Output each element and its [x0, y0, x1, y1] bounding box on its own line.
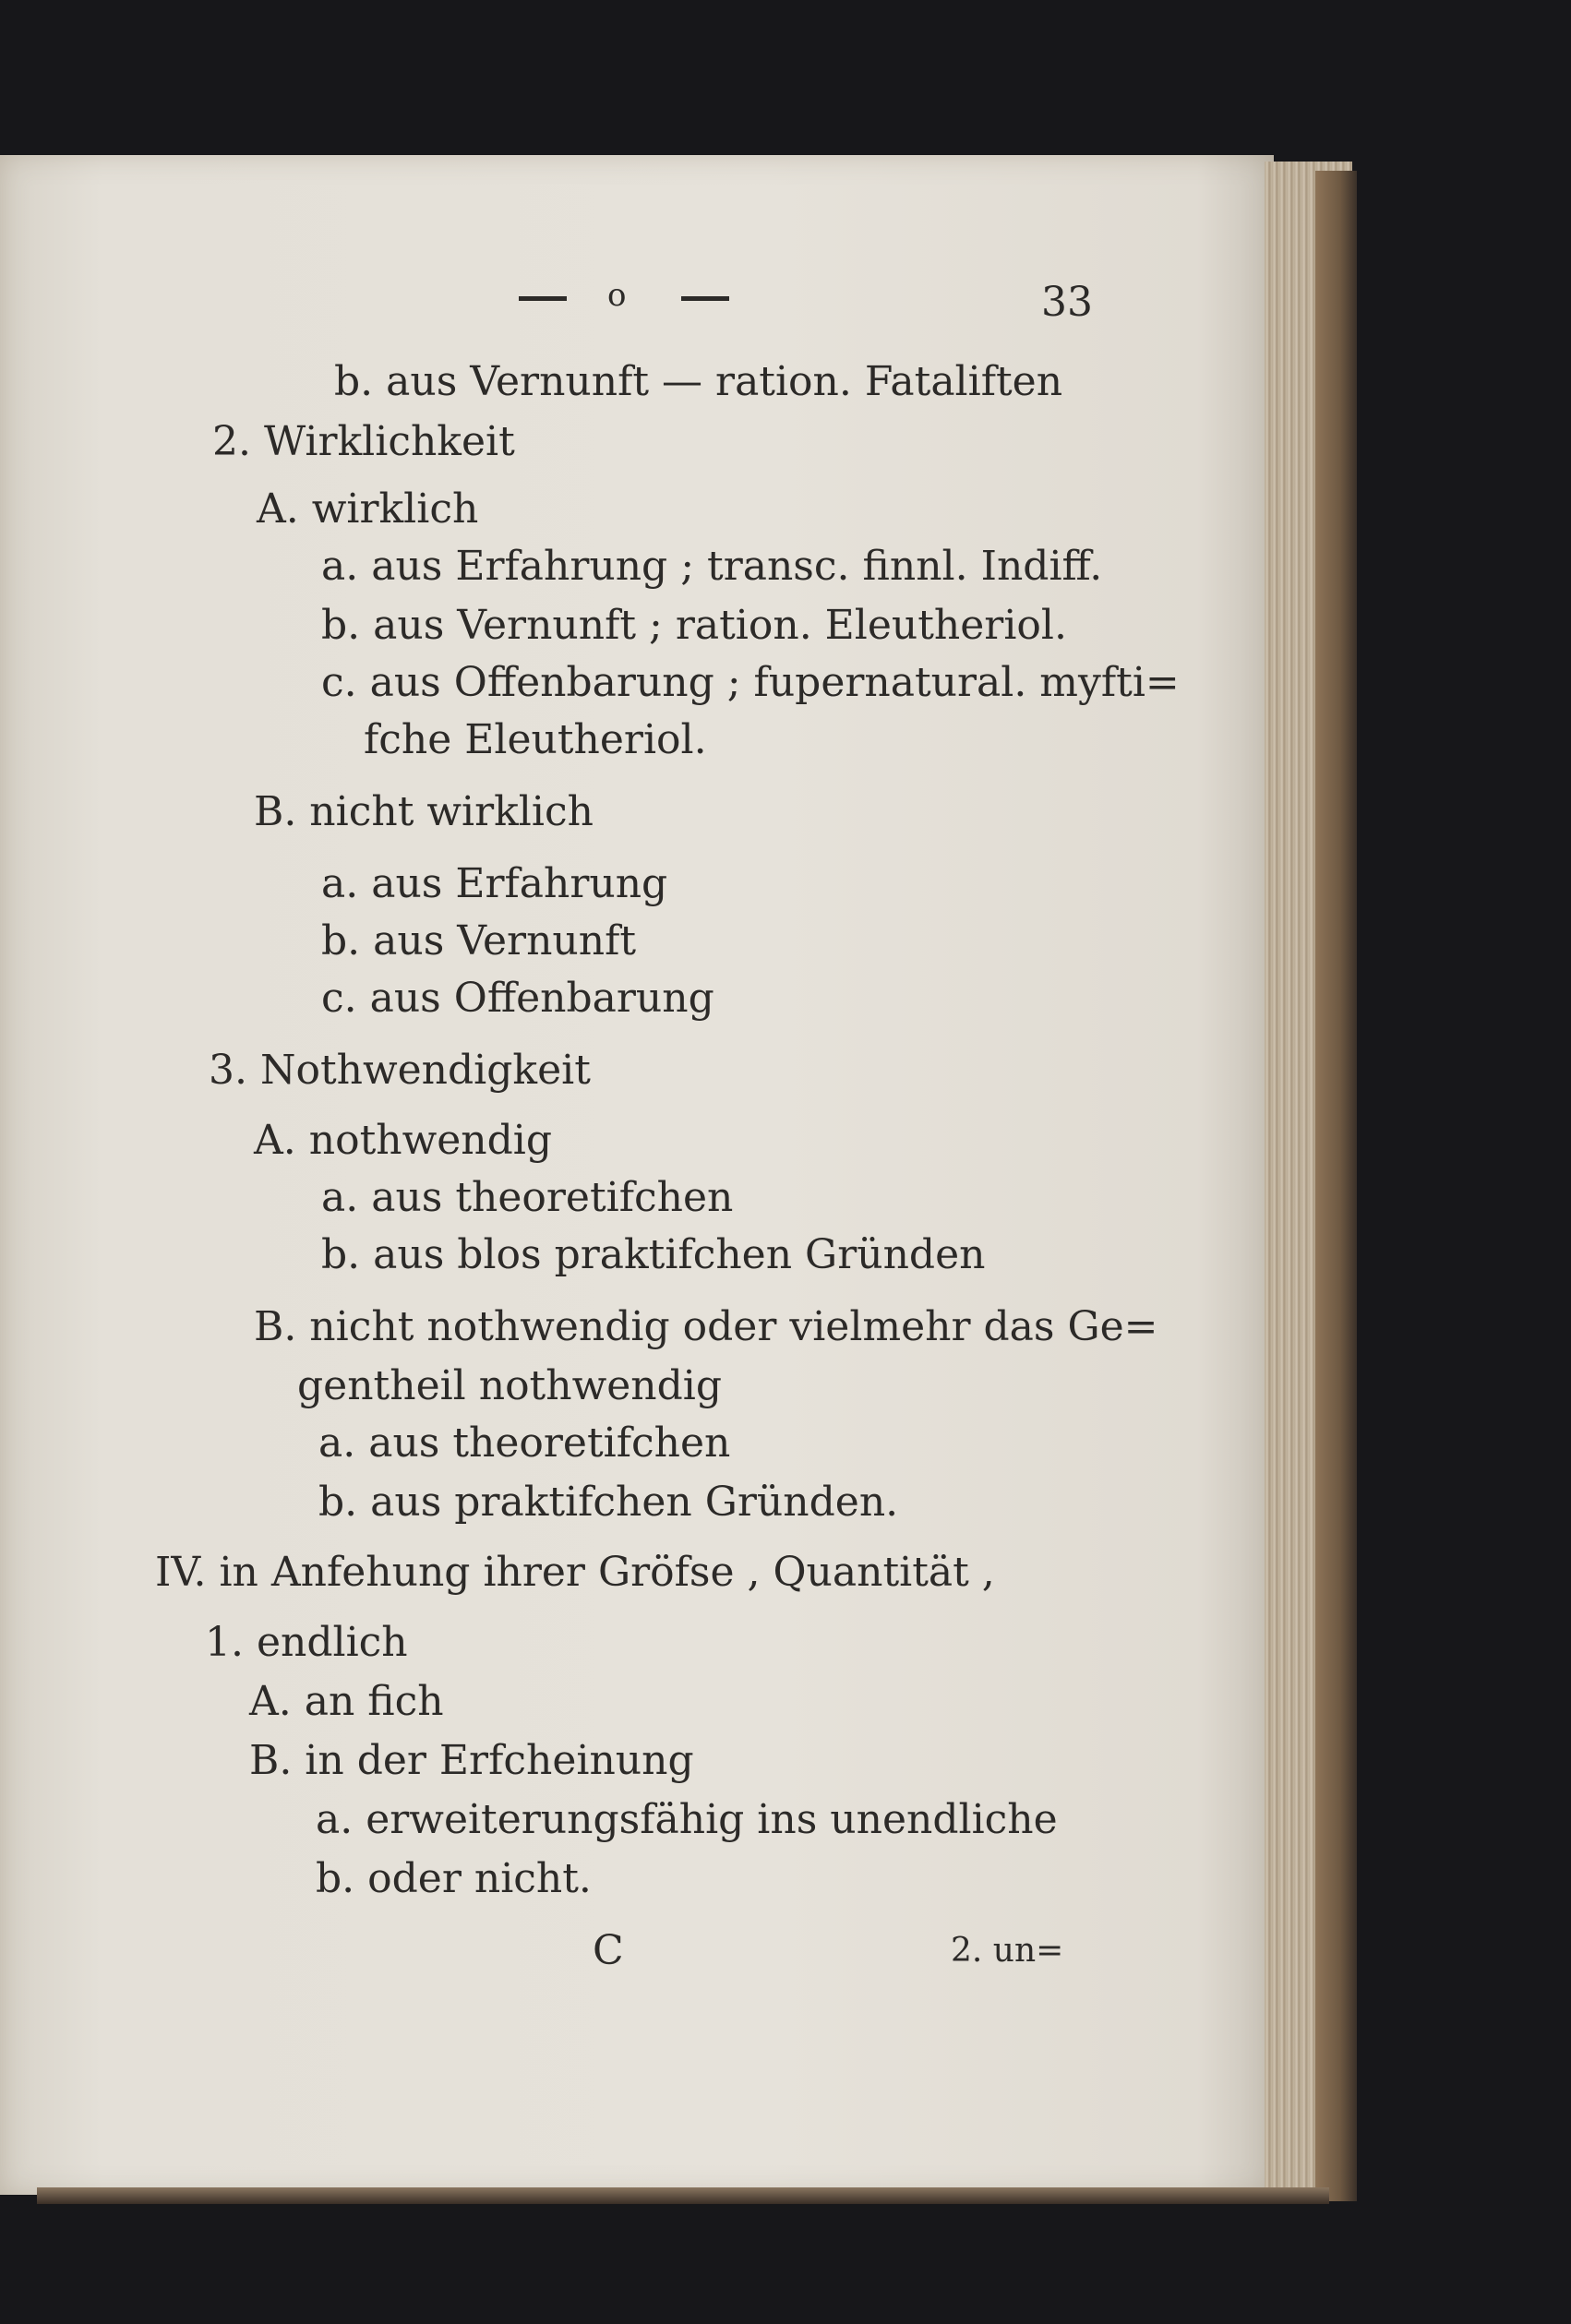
text-line: b. aus Vernunft — ration. Fataliften: [334, 358, 1063, 405]
text-line: b. aus Vernunft: [321, 917, 637, 964]
text-line: b. oder nicht.: [316, 1855, 592, 1902]
header-rule-left: [519, 296, 567, 301]
text-line: b. aus Vernunft ; ration. Eleutheriol.: [321, 602, 1067, 649]
text-line: A. wirklich: [257, 485, 479, 533]
text-line: 2. Wirklichkeit: [212, 418, 515, 465]
text-line: 1. endlich: [205, 1619, 408, 1666]
text-line: fche Eleutheriol.: [364, 716, 707, 763]
text-line: a. aus theoretifchen: [318, 1420, 731, 1467]
text-line: B. nicht wirklich: [254, 788, 594, 835]
text-line: a. erweiterungsfähig ins unendliche: [316, 1796, 1058, 1843]
text-line: b. aus praktifchen Gründen.: [318, 1479, 899, 1526]
text-line: c. aus Offenbarung: [321, 975, 714, 1022]
text-line: B. nicht nothwendig oder vielmehr das Ge=: [254, 1303, 1158, 1350]
text-line: b. aus blos praktifchen Gründen: [321, 1231, 986, 1278]
text-line: 3. Nothwendigkeit: [209, 1047, 591, 1094]
text-line: a. aus Erfahrung ; transc. finnl. Indiff.: [321, 543, 1103, 590]
text-line: a. aus Erfahrung: [321, 860, 668, 907]
text-line: B. in der Erfcheinung: [249, 1737, 694, 1784]
page-number: 33: [1041, 279, 1093, 326]
text-line: c. aus Offenbarung ; fupernatural. myfti=: [321, 659, 1180, 706]
book-bottom-edge: [37, 2187, 1329, 2204]
text-line: IV. in Anfehung ihrer Gröfse , Quantität ,: [155, 1549, 995, 1596]
text-line: a. aus theoretifchen: [321, 1174, 734, 1221]
text-line: A. nothwendig: [254, 1117, 553, 1164]
text-line: A. an fich: [249, 1678, 444, 1725]
header-rule-right: [681, 296, 729, 301]
book-cover-edge: [1315, 171, 1357, 2201]
header-ornament: o: [607, 277, 627, 314]
text-line: gentheil nothwendig: [297, 1362, 723, 1409]
signature-mark: C: [593, 1927, 624, 1974]
catchword: 2. un=: [951, 1932, 1064, 1970]
